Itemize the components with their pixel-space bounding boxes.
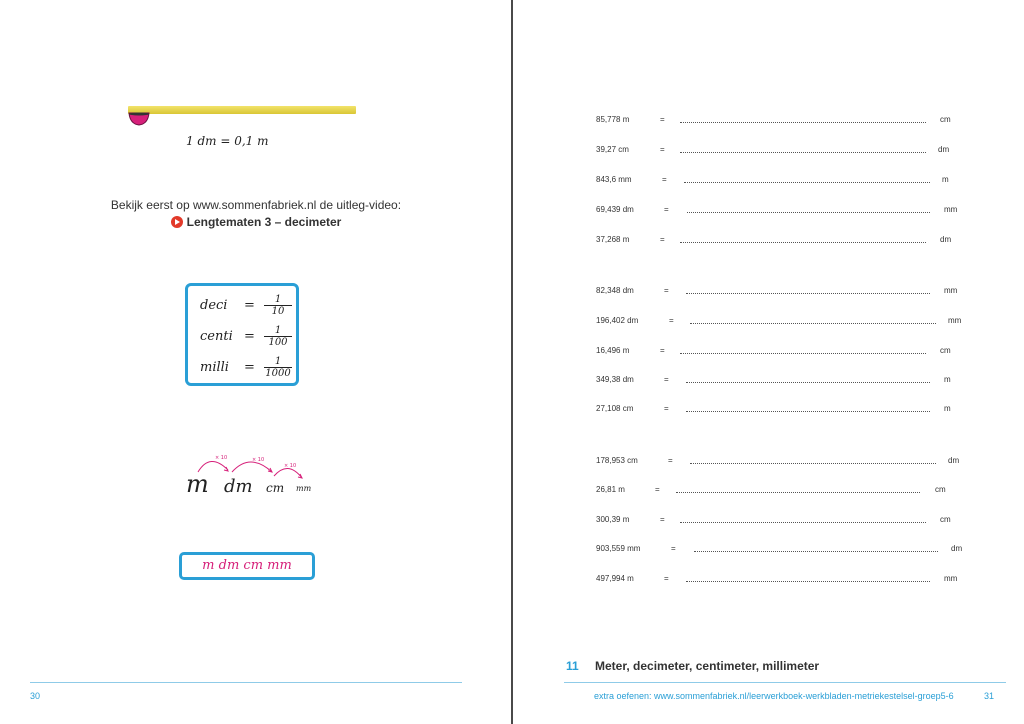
prefix-name: deci <box>200 298 228 313</box>
page-divider <box>511 0 513 724</box>
equals-sign: = <box>660 346 665 355</box>
answer-line[interactable] <box>686 293 930 294</box>
arrow-label: × 10 <box>215 455 228 461</box>
answer-line[interactable] <box>680 522 926 523</box>
exercise-amount: 37,268 m <box>596 235 630 244</box>
unit-cm: cm <box>266 481 285 495</box>
answer-line[interactable] <box>694 551 938 552</box>
conversion-diagram <box>180 450 330 515</box>
exercise-unit: m <box>942 175 949 184</box>
answer-line[interactable] <box>686 382 930 383</box>
exercise-unit: cm <box>940 115 951 124</box>
unit-dm: dm <box>224 476 253 497</box>
unit-m: m <box>186 470 209 498</box>
video-instruction <box>0 198 512 229</box>
answer-line[interactable] <box>680 122 926 123</box>
exercise-unit: mm <box>948 316 962 325</box>
numerator: 1 <box>264 325 292 337</box>
equals-sign: = <box>664 286 669 295</box>
exercise-unit: cm <box>935 485 946 494</box>
answer-line[interactable] <box>680 152 926 153</box>
exercise-row <box>596 375 1024 389</box>
exercise-amount: 82,348 dm <box>596 286 634 295</box>
exercise-unit: dm <box>948 456 960 465</box>
numerator: 1 <box>264 294 292 306</box>
exercise-row <box>596 145 1024 159</box>
exercise-amount: 300,39 m <box>596 515 630 524</box>
exercise-unit: mm <box>944 286 958 295</box>
equals-sign: = <box>669 316 674 325</box>
exercise-amount: 26,81 m <box>596 485 625 494</box>
exercise-amount: 196,402 dm <box>596 316 639 325</box>
arrowhead <box>224 467 228 471</box>
prefix-row-deci <box>200 294 296 318</box>
exercise-amount: 178,953 cm <box>596 456 638 465</box>
equals-sign: = <box>660 145 665 154</box>
exercise-row <box>596 456 1024 470</box>
exercise-amount: 497,994 m <box>596 574 634 583</box>
exercise-unit: cm <box>940 346 951 355</box>
equals-sign: = <box>662 175 667 184</box>
footer-rule <box>30 682 462 683</box>
exercise-unit: mm <box>944 205 958 214</box>
exercise-unit: mm <box>944 574 958 583</box>
denominator: 1000 <box>265 368 291 379</box>
exercise-row <box>596 544 1024 558</box>
exercise-unit: dm <box>938 145 950 154</box>
answer-line[interactable] <box>676 492 920 493</box>
equals-sign: = <box>664 375 669 384</box>
exercise-row <box>596 485 1024 499</box>
ruler-illustration <box>128 106 356 114</box>
prefix-box <box>185 283 299 386</box>
exercise-row <box>596 346 1024 360</box>
arrow-dm-cm <box>232 462 272 472</box>
page-number: 30 <box>30 691 41 701</box>
video-link[interactable] <box>0 215 512 229</box>
answer-line[interactable] <box>687 212 930 213</box>
exercise-amount: 69,439 dm <box>596 205 634 214</box>
fraction <box>264 325 292 348</box>
exercise-amount: 27,108 cm <box>596 404 634 413</box>
unit-mm: mm <box>296 484 312 493</box>
denominator: 10 <box>271 306 285 317</box>
arrow-label: × 10 <box>252 457 265 463</box>
units-box: m dm cm mm <box>179 552 315 580</box>
chapter-title: Meter, decimeter, centimeter, millimeter <box>595 659 820 673</box>
equals-sign: = <box>244 329 255 344</box>
equals-sign: = <box>660 115 665 124</box>
prefix-name: centi <box>200 329 233 344</box>
exercise-row <box>596 175 1024 189</box>
exercise-amount: 843,6 mm <box>596 175 632 184</box>
answer-line[interactable] <box>684 182 930 183</box>
denominator: 100 <box>268 337 288 348</box>
prefix-name: milli <box>200 360 229 375</box>
equals-sign: = <box>244 360 255 375</box>
bowl-icon <box>128 112 150 126</box>
answer-line[interactable] <box>690 463 936 464</box>
prefix-row-centi <box>200 325 296 349</box>
ruler-equation: 1 dm = 0,1 m <box>186 134 269 148</box>
arrow-label: × 10 <box>284 463 297 469</box>
equals-sign: = <box>664 574 669 583</box>
exercise-row <box>596 404 1024 418</box>
equals-sign: = <box>664 404 669 413</box>
video-title[interactable]: Lengtematen 3 – decimeter <box>186 215 342 229</box>
equals-sign: = <box>671 544 676 553</box>
numerator: 1 <box>264 356 292 368</box>
chapter-number: 11 <box>566 659 579 673</box>
exercise-amount: 39,27 cm <box>596 145 629 154</box>
answer-line[interactable] <box>680 242 926 243</box>
fraction <box>264 294 292 317</box>
exercise-row <box>596 235 1024 249</box>
footer-link[interactable]: extra oefenen: www.sommenfabriek.nl/leerwerkboek-werkbladen-metriekestelsel-groep5-6 <box>594 691 954 701</box>
answer-line[interactable] <box>686 411 930 412</box>
right-page <box>514 0 1024 724</box>
equals-sign: = <box>655 485 660 494</box>
exercise-row <box>596 286 1024 300</box>
exercise-row <box>596 115 1024 129</box>
exercise-unit: dm <box>940 235 952 244</box>
answer-line[interactable] <box>686 581 930 582</box>
exercise-amount: 85,778 m <box>596 115 630 124</box>
play-icon[interactable] <box>171 216 183 228</box>
exercise-row <box>596 205 1024 219</box>
exercise-row <box>596 316 1024 330</box>
equals-sign: = <box>660 515 665 524</box>
exercise-amount: 16,496 m <box>596 346 630 355</box>
arrow-cm-mm <box>274 468 302 478</box>
exercise-unit: m <box>944 375 951 384</box>
exercise-amount: 903,559 mm <box>596 544 641 553</box>
intro-text: Bekijk eerst op www.sommenfabriek.nl de uitleg-video: <box>110 198 402 212</box>
exercise-amount: 349,38 dm <box>596 375 634 384</box>
fraction <box>264 356 292 379</box>
equals-sign: = <box>668 456 673 465</box>
answer-line[interactable] <box>680 353 926 354</box>
answer-line[interactable] <box>690 323 936 324</box>
exercise-row <box>596 574 1024 588</box>
exercise-unit: cm <box>940 515 951 524</box>
exercise-unit: m <box>944 404 951 413</box>
equals-sign: = <box>660 235 665 244</box>
exercise-unit: dm <box>951 544 963 553</box>
page-number: 31 <box>984 691 995 701</box>
exercise-row <box>596 515 1024 529</box>
equals-sign: = <box>664 205 669 214</box>
footer-rule <box>564 682 1006 683</box>
equals-sign: = <box>244 298 255 313</box>
prefix-row-milli <box>200 356 296 380</box>
